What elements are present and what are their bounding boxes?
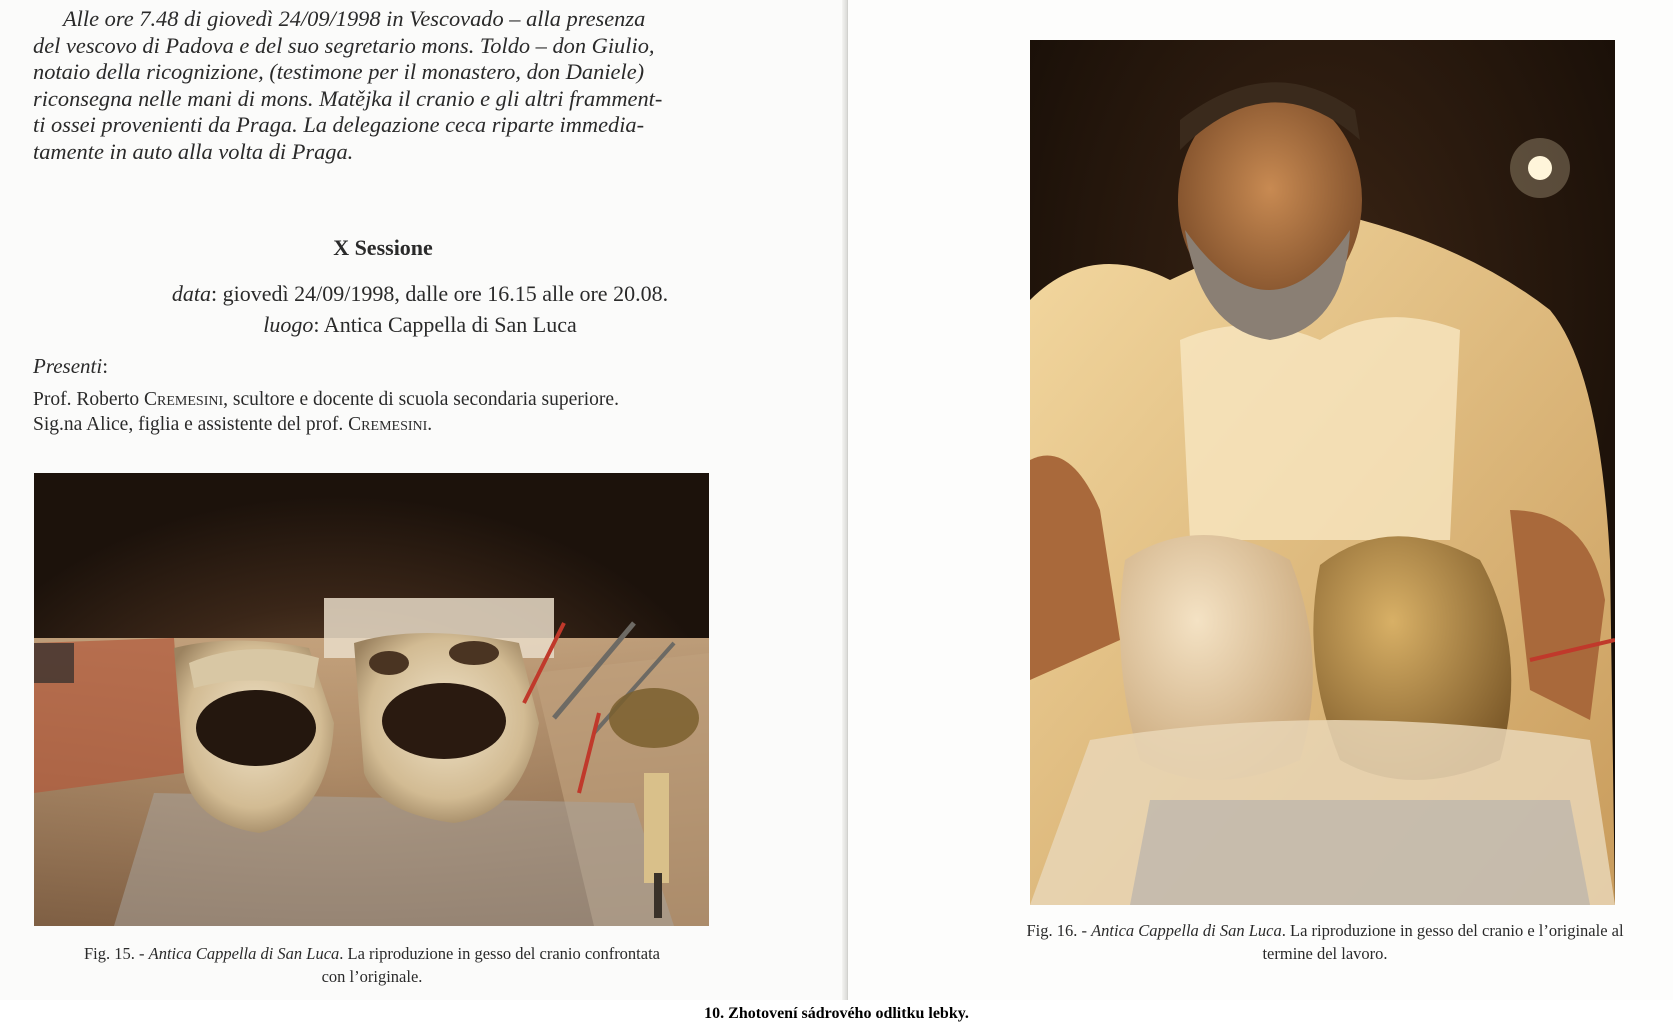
figure-15-photo [34,473,709,926]
figure-text: termine del lavoro. [1262,944,1388,963]
figure-16-caption [980,919,1670,965]
attendee-surname: Cremesini [144,389,224,410]
figure-place: Antica Cappella di San Luca [148,944,340,963]
attendees-heading [33,354,108,379]
sculptor-photo [1030,40,1615,905]
session-date [0,278,840,309]
figure-text: . La riproduzione in gesso del cranio confrontata [339,944,660,963]
attendee-suffix: . [427,413,433,435]
place-label: luogo [263,312,314,337]
attendee [33,413,733,438]
session-title: X Sessione [333,235,433,260]
attendees-label: Presenti [33,354,103,378]
figure-15-caption [34,942,710,988]
figure-text: . La riproduzione in gesso del cranio e l’originale al [1281,921,1624,940]
attendee-prefix: Prof. Roberto [33,389,145,410]
session-meta [0,278,840,340]
date-label: data [171,281,212,306]
session-place [0,309,840,340]
attendees-colon: : [102,354,109,378]
figure-place: Antica Cappella di San Luca [1091,921,1282,940]
intro-paragraph [33,6,707,165]
date-value: : giovedì 24/09/1998, dalle ore 16.15 alle ore 20.08. [211,281,669,306]
figure-16-photo [1030,40,1615,905]
attendees-list [33,388,733,437]
attendee-prefix: Sig.na Alice, figlia e assistente del prof. [33,413,349,435]
left-page [0,0,848,1000]
attendee [33,388,733,413]
place-value: : Antica Cappella di San Luca [313,312,577,337]
intro-line: tamente in auto alla volta di Praga. [33,138,354,164]
attendee-surname: Cremesini [348,413,428,435]
figure-text: con l’originale. [321,967,423,986]
skull-casts-photo [34,473,709,926]
figure-number: Fig. 16. - [1026,921,1092,940]
document-caption: 10. Zhotovení sádrového odlitku lebky. [704,1005,969,1022]
intro-line: riconsegna nelle mani di mons. Matějka il cranio e gli altri framment- [33,85,663,111]
intro-line: del vescovo di Padova e del suo segretario mons. Toldo – don Giulio, [33,32,655,58]
intro-line: ti ossei provenienti da Praga. La delegazione ceca riparte immedia- [33,112,645,137]
intro-line: notaio della ricognizione, (testimone per il monastero, don Daniele) [33,59,645,84]
attendee-suffix: , scultore e docente di scuola secondaria superiore. [223,389,619,410]
figure-number: Fig. 15. - [83,944,149,963]
intro-line: Alle ore 7.48 di giovedì 24/09/1998 in Vescovado – alla presenza [63,6,646,31]
